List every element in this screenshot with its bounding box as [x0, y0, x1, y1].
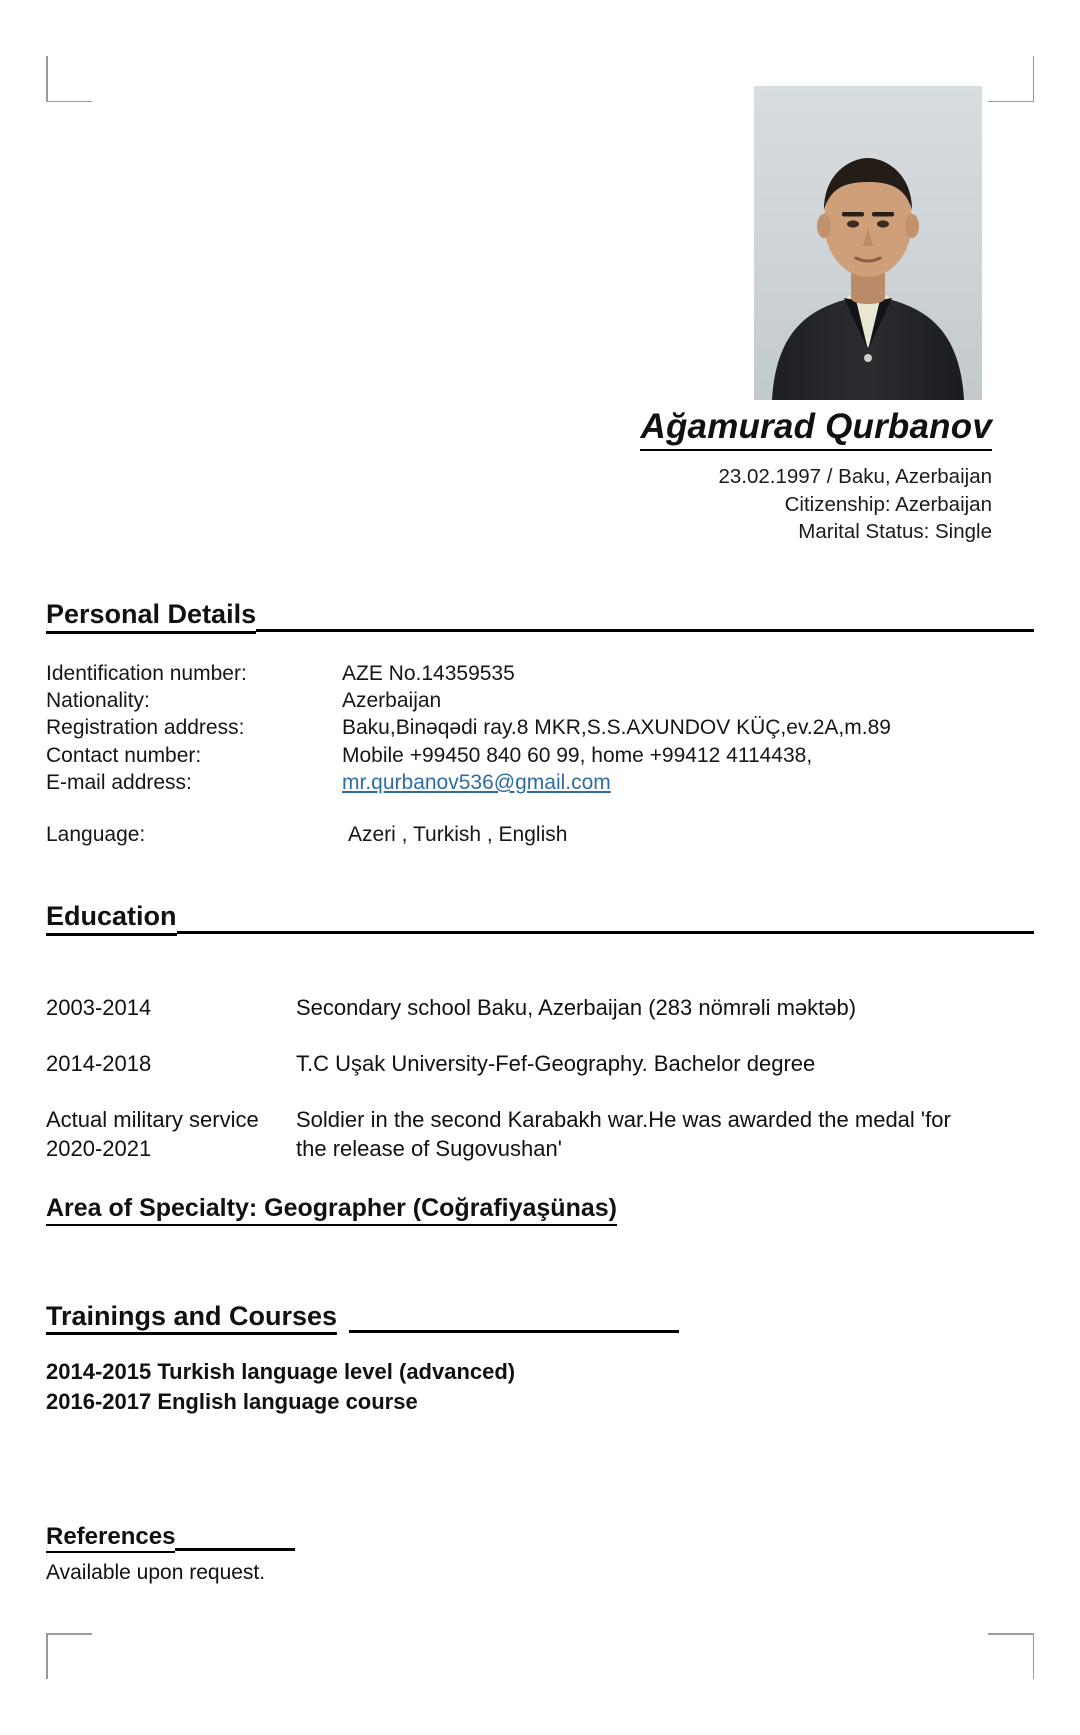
personal-details-heading [46, 600, 1034, 634]
references-title: References [46, 1524, 175, 1553]
military-label: Actual military service [46, 1107, 259, 1133]
detail-value: Azeri , Turkish , English [348, 823, 568, 847]
trainings-list [46, 1357, 1034, 1415]
section-references [46, 1524, 1034, 1587]
trainings-heading [46, 1302, 1034, 1336]
education-period: 2014-2018 [46, 1051, 152, 1077]
education-row-military [46, 1106, 1034, 1162]
education-rows [46, 994, 1034, 1163]
trainings-title: Trainings and Courses [46, 1302, 337, 1336]
detail-label: Identification number: [46, 661, 247, 685]
education-period: 2003-2014 [46, 995, 152, 1021]
military-period: 2020-2021 [46, 1135, 152, 1161]
detail-label: Language: [46, 823, 146, 847]
name-block [432, 406, 992, 545]
applicant-photo [754, 86, 982, 400]
heading-rule [349, 1330, 679, 1333]
section-education [46, 902, 1034, 1225]
detail-value: Mobile +99450 840 60 99, home +99412 4114438, [342, 743, 813, 767]
education-title: Education [46, 902, 177, 936]
area-of-specialty: Area of Specialty: Geographer (Coğrafiyaşünas) [46, 1193, 617, 1226]
detail-label: Nationality: [46, 688, 150, 712]
detail-row-contact-number [46, 742, 1034, 769]
references-heading [46, 1524, 1034, 1553]
detail-label: Registration address: [46, 716, 245, 740]
email-link[interactable]: mr.qurbanov536@gmail.com [342, 770, 611, 794]
birth-line: 23.02.1997 / Baku, Azerbaijan [718, 465, 992, 489]
education-row [46, 1050, 1034, 1078]
marital-status-line: Marital Status: Single [798, 519, 992, 543]
heading-rule [177, 931, 1034, 934]
military-detail-line2: the release of Sugovushan' [296, 1135, 562, 1161]
heading-rule [256, 629, 1034, 632]
list-item: 2014-2015 Turkish language level (advanced) [46, 1359, 516, 1385]
detail-value: AZE No.14359535 [342, 661, 515, 685]
detail-label: Contact number: [46, 743, 202, 767]
detail-row-email [46, 769, 1034, 796]
personal-details-rows [46, 660, 1034, 849]
cv-content [46, 86, 1034, 1646]
portrait-photo-icon [754, 86, 982, 400]
header-meta [432, 463, 992, 545]
education-detail: Secondary school Baku, Azerbaijan (283 nömrəli məktəb) [296, 995, 857, 1021]
personal-details-title: Personal Details [46, 600, 256, 634]
section-trainings-and-courses [46, 1302, 1034, 1416]
section-personal-details [46, 600, 1034, 848]
cv-header [46, 86, 1034, 556]
detail-value: Baku,Binəqədi ray.8 MKR,S.S.AXUNDOV KÜÇ,ev.2A,m.89 [342, 716, 891, 740]
list-item: 2016-2017 English language course [46, 1388, 418, 1414]
detail-label: E-mail address: [46, 770, 192, 794]
references-text: Available upon request. [46, 1560, 266, 1584]
detail-row-identification [46, 660, 1034, 687]
page-title: Ağamurad Qurbanov [640, 406, 992, 451]
detail-row-registration-address [46, 714, 1034, 741]
detail-value: Azerbaijan [342, 688, 442, 712]
detail-row-nationality [46, 687, 1034, 714]
detail-row-language [46, 821, 1034, 848]
military-detail-line1: Soldier in the second Karabakh war.He was awarded the medal 'for [296, 1107, 951, 1133]
citizenship-line: Citizenship: Azerbaijan [784, 492, 992, 516]
education-detail: T.C Uşak University-Fef-Geography. Bachelor degree [296, 1051, 816, 1077]
education-row [46, 994, 1034, 1022]
education-heading [46, 902, 1034, 936]
heading-rule [175, 1548, 295, 1551]
